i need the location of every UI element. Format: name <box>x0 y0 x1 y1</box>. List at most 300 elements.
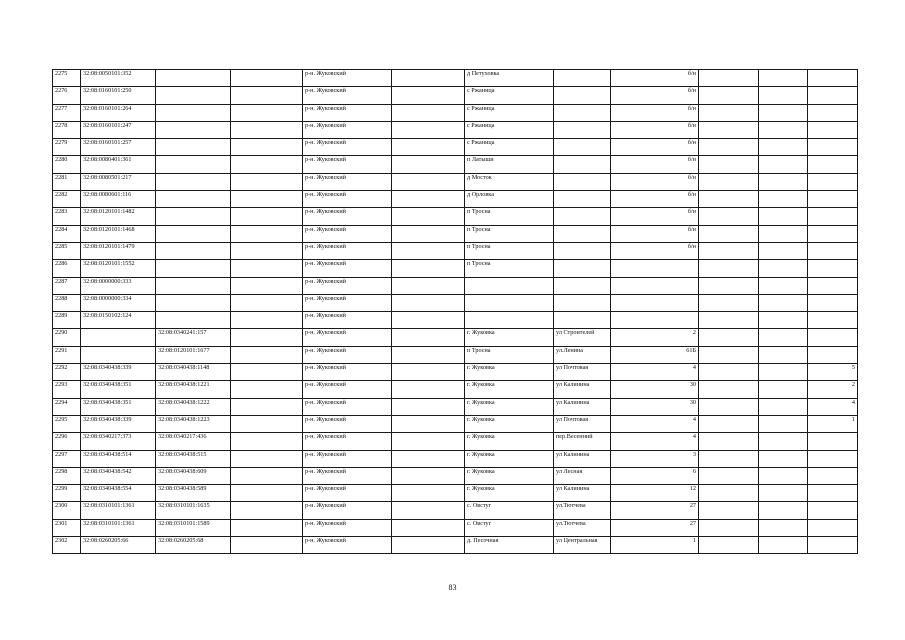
table-cell-house: 61Б <box>611 346 699 363</box>
table-cell-c10 <box>759 156 808 173</box>
table-cell-c10 <box>759 433 808 450</box>
table-cell-c5 <box>392 173 465 190</box>
table-row <box>53 294 858 311</box>
table-cell-c2 <box>156 208 231 225</box>
table-row <box>53 104 858 121</box>
table-cell-locality: г. Жуковка <box>465 381 554 398</box>
table-cell-c5 <box>392 346 465 363</box>
table-cell-c5 <box>392 260 465 277</box>
table-cell-n: 2296 <box>53 433 81 450</box>
table-cell-c2: 32:08:0340217:436 <box>156 433 231 450</box>
table-cell-c1 <box>81 346 156 363</box>
table-cell-c3 <box>231 329 303 346</box>
table-cell-c3 <box>231 519 303 536</box>
table-cell-c10 <box>759 381 808 398</box>
table-cell-c2 <box>156 242 231 259</box>
table-cell-district: р-н. Жуковский <box>303 381 392 398</box>
table-cell-c3 <box>231 450 303 467</box>
table-cell-c3 <box>231 364 303 381</box>
table-cell-district: р-н. Жуковский <box>303 139 392 156</box>
table-cell-c10 <box>759 191 808 208</box>
table-cell-c2: 32:08:0340241:157 <box>156 329 231 346</box>
table-cell-c10 <box>759 485 808 502</box>
table-row <box>53 485 858 502</box>
table-cell-n: 2301 <box>53 519 81 536</box>
table-cell-c11 <box>808 433 858 450</box>
table-cell-c1: 32:08:0340438:351 <box>81 381 156 398</box>
table-cell-c9 <box>699 433 759 450</box>
table-cell-street <box>554 173 611 190</box>
table-cell-c1: 32:08:0120101:1468 <box>81 225 156 242</box>
table-cell-c11 <box>808 156 858 173</box>
table-cell-c1: 32:08:0120101:1552 <box>81 260 156 277</box>
table-cell-c1: 32:08:0310101:1361 <box>81 502 156 519</box>
table-cell-c10 <box>759 294 808 311</box>
table-cell-house: б/н <box>611 242 699 259</box>
table-cell-c10 <box>759 173 808 190</box>
table-cell-c2: 32:08:0340438:1222 <box>156 398 231 415</box>
table-cell-n: 2281 <box>53 173 81 190</box>
table-cell-house: б/н <box>611 156 699 173</box>
table-cell-n: 2277 <box>53 104 81 121</box>
table-cell-c9 <box>699 87 759 104</box>
table-cell-district: р-н. Жуковский <box>303 70 392 87</box>
table-cell-street <box>554 104 611 121</box>
table-cell-c2: 32:08:0340438:1148 <box>156 364 231 381</box>
table-cell-c5 <box>392 191 465 208</box>
table-cell-c5 <box>392 519 465 536</box>
page-number: 83 <box>448 583 457 592</box>
table-cell-c9 <box>699 277 759 294</box>
table-row <box>53 242 858 259</box>
table-cell-district: р-н. Жуковский <box>303 398 392 415</box>
table-cell-c11 <box>808 104 858 121</box>
table-cell-house: 1 <box>611 537 699 554</box>
table-cell-c11 <box>808 173 858 190</box>
table-cell-c10 <box>759 208 808 225</box>
table-cell-c10 <box>759 398 808 415</box>
table-cell-c5 <box>392 485 465 502</box>
table-cell-n: 2290 <box>53 329 81 346</box>
table-row <box>53 139 858 156</box>
table-cell-c9 <box>699 294 759 311</box>
table-cell-c1: 32:08:0340217:373 <box>81 433 156 450</box>
table-row <box>53 191 858 208</box>
table-cell-district: р-н. Жуковский <box>303 415 392 432</box>
table-cell-n: 2287 <box>53 277 81 294</box>
table-cell-c1: 32:08:0340438:514 <box>81 450 156 467</box>
table-cell-n: 2291 <box>53 346 81 363</box>
table-cell-c10 <box>759 415 808 432</box>
table-cell-n: 2295 <box>53 415 81 432</box>
table-cell-district: р-н. Жуковский <box>303 156 392 173</box>
table-cell-street <box>554 225 611 242</box>
table-cell-house: б/н <box>611 191 699 208</box>
table-cell-c11 <box>808 70 858 87</box>
table-cell-c3 <box>231 415 303 432</box>
table-cell-locality: с. Овстуг <box>465 502 554 519</box>
table-cell-locality: г. Жуковка <box>465 433 554 450</box>
table-cell-c1: 32:08:0050101:352 <box>81 70 156 87</box>
table-cell-c10 <box>759 70 808 87</box>
table-cell-c3 <box>231 87 303 104</box>
table-cell-c1: 32:08:0000000:333 <box>81 277 156 294</box>
table-row <box>53 415 858 432</box>
table-cell-c9 <box>699 191 759 208</box>
table-cell-n: 2288 <box>53 294 81 311</box>
table-cell-c2: 32:08:0310101:1589 <box>156 519 231 536</box>
table-row <box>53 312 858 329</box>
table-cell-district: р-н. Жуковский <box>303 519 392 536</box>
table-row <box>53 519 858 536</box>
table-cell-house: 27 <box>611 502 699 519</box>
table-cell-c3 <box>231 139 303 156</box>
table-cell-c10 <box>759 260 808 277</box>
table-body <box>53 70 858 554</box>
table-cell-c3 <box>231 156 303 173</box>
table-cell-c11 <box>808 87 858 104</box>
table-cell-n: 2280 <box>53 156 81 173</box>
table-cell-c2 <box>156 156 231 173</box>
table-cell-c9 <box>699 173 759 190</box>
table-cell-n: 2279 <box>53 139 81 156</box>
table-cell-c9 <box>699 415 759 432</box>
table-cell-c2 <box>156 173 231 190</box>
table-cell-locality: д Мосток <box>465 173 554 190</box>
table-cell-locality: п Троснa <box>465 208 554 225</box>
table-cell-house: 6 <box>611 467 699 484</box>
table-cell-c10 <box>759 225 808 242</box>
table-cell-c9 <box>699 208 759 225</box>
table-cell-locality: д Петуховка <box>465 70 554 87</box>
table-cell-c9 <box>699 121 759 138</box>
table-row <box>53 173 858 190</box>
table-row <box>53 381 858 398</box>
table-cell-n: 2286 <box>53 260 81 277</box>
table-cell-street: ул Почтовая <box>554 364 611 381</box>
table-cell-house <box>611 260 699 277</box>
table-cell-c2 <box>156 312 231 329</box>
table-cell-c5 <box>392 121 465 138</box>
table-cell-street <box>554 87 611 104</box>
table-cell-c9 <box>699 502 759 519</box>
table-cell-house: 30 <box>611 381 699 398</box>
table-cell-house: б/н <box>611 121 699 138</box>
table-cell-c1: 32:08:0340438:339 <box>81 415 156 432</box>
table-cell-c9 <box>699 329 759 346</box>
table-cell-street: ул Почтовая <box>554 415 611 432</box>
table-cell-n: 2293 <box>53 381 81 398</box>
table-cell-c5 <box>392 242 465 259</box>
table-cell-c2 <box>156 70 231 87</box>
table-cell-c1: 32:08:0080601:116 <box>81 191 156 208</box>
table-cell-c5 <box>392 329 465 346</box>
table-cell-c2 <box>156 87 231 104</box>
table-cell-c11 <box>808 208 858 225</box>
table-cell-locality: с. Овстуг <box>465 519 554 536</box>
table-cell-locality <box>465 294 554 311</box>
table-cell-c11 <box>808 485 858 502</box>
table-cell-house: 2 <box>611 329 699 346</box>
table-cell-street <box>554 70 611 87</box>
table-cell-locality: д Орловка <box>465 191 554 208</box>
table-cell-c3 <box>231 502 303 519</box>
table-row <box>53 502 858 519</box>
table-cell-house <box>611 312 699 329</box>
table-cell-c9 <box>699 70 759 87</box>
table-cell-c3 <box>231 277 303 294</box>
table-cell-c2: 32:08:0120101:1677 <box>156 346 231 363</box>
table-cell-c2 <box>156 139 231 156</box>
table-cell-c11 <box>808 139 858 156</box>
table-cell-district: р-н. Жуковский <box>303 294 392 311</box>
table-cell-district: р-н. Жуковский <box>303 121 392 138</box>
table-cell-c3 <box>231 346 303 363</box>
table-cell-c3 <box>231 208 303 225</box>
table-cell-c11 <box>808 329 858 346</box>
table-cell-c11 <box>808 225 858 242</box>
table-cell-house: б/н <box>611 173 699 190</box>
table-cell-c2 <box>156 121 231 138</box>
table-cell-c3 <box>231 260 303 277</box>
table-cell-c3 <box>231 173 303 190</box>
table-cell-c11 <box>808 277 858 294</box>
table-cell-c1: 32:08:0160101:257 <box>81 139 156 156</box>
table-row <box>53 156 858 173</box>
table-cell-c2 <box>156 225 231 242</box>
table-cell-c5 <box>392 415 465 432</box>
table-cell-locality <box>465 312 554 329</box>
table-cell-c10 <box>759 519 808 536</box>
table-cell-house: б/н <box>611 70 699 87</box>
table-cell-c1 <box>81 329 156 346</box>
table-cell-street <box>554 121 611 138</box>
table-row <box>53 537 858 554</box>
table-cell-house: 3 <box>611 450 699 467</box>
table-cell-district: р-н. Жуковский <box>303 312 392 329</box>
table-cell-c1: 32:08:0000000:334 <box>81 294 156 311</box>
table-row <box>53 346 858 363</box>
table-cell-street <box>554 242 611 259</box>
table-cell-n: 2292 <box>53 364 81 381</box>
table-cell-c11: 4 <box>808 398 858 415</box>
table-cell-district: р-н. Жуковский <box>303 191 392 208</box>
table-cell-c2: 32:08:0340438:589 <box>156 485 231 502</box>
table-cell-c3 <box>231 121 303 138</box>
table-row <box>53 277 858 294</box>
table-cell-c1: 32:08:0150102:124 <box>81 312 156 329</box>
table-cell-district: р-н. Жуковский <box>303 173 392 190</box>
table-cell-c11 <box>808 537 858 554</box>
table-cell-c9 <box>699 467 759 484</box>
table-cell-locality: г. Жуковка <box>465 485 554 502</box>
table-cell-c5 <box>392 398 465 415</box>
table-cell-street: ул Строителей <box>554 329 611 346</box>
table-cell-c5 <box>392 294 465 311</box>
table-cell-c5 <box>392 70 465 87</box>
table-cell-c9 <box>699 156 759 173</box>
table-row <box>53 364 858 381</box>
table-cell-street <box>554 312 611 329</box>
table-cell-c11 <box>808 502 858 519</box>
table-cell-c10 <box>759 329 808 346</box>
table-cell-c1: 32:08:0080501:217 <box>81 173 156 190</box>
table-cell-house <box>611 277 699 294</box>
table-cell-street <box>554 191 611 208</box>
table-cell-c2 <box>156 191 231 208</box>
table-cell-c9 <box>699 398 759 415</box>
table-cell-street <box>554 277 611 294</box>
table-cell-locality: г. Жуковка <box>465 467 554 484</box>
table-cell-c11 <box>808 294 858 311</box>
table-cell-street <box>554 294 611 311</box>
table-cell-c5 <box>392 381 465 398</box>
table-cell-c3 <box>231 537 303 554</box>
table-cell-c9 <box>699 312 759 329</box>
table-cell-c1: 32:08:0120101:1482 <box>81 208 156 225</box>
table-cell-c3 <box>231 294 303 311</box>
table-cell-locality: г. Жуковка <box>465 364 554 381</box>
table-cell-n: 2283 <box>53 208 81 225</box>
table-cell-street: ул Калинина <box>554 485 611 502</box>
table-cell-c1: 32:08:0120101:1479 <box>81 242 156 259</box>
table-cell-c9 <box>699 225 759 242</box>
table-cell-c10 <box>759 467 808 484</box>
table-cell-locality: д. Песочная <box>465 537 554 554</box>
table-cell-c10 <box>759 277 808 294</box>
property-registry-table <box>52 69 858 554</box>
table-cell-house: б/н <box>611 104 699 121</box>
table-cell-house: 12 <box>611 485 699 502</box>
table-cell-street: ул Калинина <box>554 398 611 415</box>
table-cell-c10 <box>759 121 808 138</box>
table-cell-c11: 1 <box>808 415 858 432</box>
table-row <box>53 87 858 104</box>
table-cell-c3 <box>231 225 303 242</box>
table-cell-c5 <box>392 502 465 519</box>
table-cell-c10 <box>759 450 808 467</box>
table-cell-street: ул Центральная <box>554 537 611 554</box>
table-cell-locality: п Троснa <box>465 346 554 363</box>
table-cell-c3 <box>231 381 303 398</box>
table-cell-c11 <box>808 519 858 536</box>
table-cell-c10 <box>759 312 808 329</box>
table-cell-c5 <box>392 208 465 225</box>
table-cell-district: р-н. Жуковский <box>303 537 392 554</box>
table-cell-locality: г. Жуковка <box>465 329 554 346</box>
table-cell-house: 4 <box>611 415 699 432</box>
table-cell-district: р-н. Жуковский <box>303 433 392 450</box>
table-cell-c9 <box>699 260 759 277</box>
table-cell-n: 2275 <box>53 70 81 87</box>
table-cell-house: 27 <box>611 519 699 536</box>
table-cell-n: 2300 <box>53 502 81 519</box>
table-cell-c5 <box>392 364 465 381</box>
table-cell-c3 <box>231 485 303 502</box>
table-cell-c11 <box>808 467 858 484</box>
table-cell-street: ул.Ленина <box>554 346 611 363</box>
table-cell-district: р-н. Жуковский <box>303 450 392 467</box>
table-cell-c2 <box>156 260 231 277</box>
table-cell-locality: г. Жуковка <box>465 398 554 415</box>
table-cell-district: р-н. Жуковский <box>303 208 392 225</box>
table-cell-locality: с Ржаница <box>465 121 554 138</box>
table-cell-locality: п Латыши <box>465 156 554 173</box>
table-cell-locality: с Ржаница <box>465 139 554 156</box>
table-cell-c5 <box>392 467 465 484</box>
table-cell-c11 <box>808 346 858 363</box>
table-cell-c9 <box>699 104 759 121</box>
table-cell-c2: 32:08:0340438:1223 <box>156 415 231 432</box>
table-cell-c3 <box>231 398 303 415</box>
table-cell-district: р-н. Жуковский <box>303 467 392 484</box>
table-cell-street: ул Калинина <box>554 450 611 467</box>
table-cell-house: 30 <box>611 398 699 415</box>
table-cell-locality <box>465 277 554 294</box>
table-cell-c2 <box>156 277 231 294</box>
table-cell-n: 2289 <box>53 312 81 329</box>
table-cell-c9 <box>699 346 759 363</box>
table-cell-house: б/н <box>611 139 699 156</box>
table-cell-c10 <box>759 87 808 104</box>
table-cell-locality: с Ржаница <box>465 87 554 104</box>
table-cell-c3 <box>231 242 303 259</box>
table-cell-c3 <box>231 433 303 450</box>
table-cell-c9 <box>699 381 759 398</box>
table-cell-c11 <box>808 450 858 467</box>
table-cell-c1: 32:08:0160101:247 <box>81 121 156 138</box>
table-cell-c9 <box>699 537 759 554</box>
table-cell-c9 <box>699 485 759 502</box>
table-cell-c3 <box>231 70 303 87</box>
table-cell-c5 <box>392 312 465 329</box>
table-cell-c1: 32:08:0340438:554 <box>81 485 156 502</box>
table-cell-district: р-н. Жуковский <box>303 260 392 277</box>
table-cell-c9 <box>699 139 759 156</box>
table-row <box>53 398 858 415</box>
table-cell-c11: 5 <box>808 364 858 381</box>
table-cell-c9 <box>699 519 759 536</box>
table-cell-c2 <box>156 294 231 311</box>
table-cell-c5 <box>392 433 465 450</box>
table-cell-street: ул.Тютчева <box>554 502 611 519</box>
table-cell-street: ул.Тютчева <box>554 519 611 536</box>
table-cell-district: р-н. Жуковский <box>303 502 392 519</box>
table-cell-c5 <box>392 537 465 554</box>
table-cell-locality: с Ржаница <box>465 104 554 121</box>
table-cell-c1: 32:08:0160101:250 <box>81 87 156 104</box>
table-cell-street: ул Лесная <box>554 467 611 484</box>
table-cell-n: 2302 <box>53 537 81 554</box>
table-cell-house: 4 <box>611 364 699 381</box>
table-cell-c5 <box>392 277 465 294</box>
table-cell-district: р-н. Жуковский <box>303 277 392 294</box>
table-row <box>53 208 858 225</box>
table-row <box>53 450 858 467</box>
table-row <box>53 329 858 346</box>
table-cell-n: 2297 <box>53 450 81 467</box>
table-cell-c3 <box>231 191 303 208</box>
table-cell-locality: п Троснa <box>465 242 554 259</box>
table-cell-house: 4 <box>611 433 699 450</box>
table-cell-c1: 32:08:0160101:264 <box>81 104 156 121</box>
table-cell-c5 <box>392 104 465 121</box>
table-cell-c5 <box>392 87 465 104</box>
table-cell-locality: п Троснa <box>465 260 554 277</box>
table-cell-n: 2276 <box>53 87 81 104</box>
table-cell-c1: 32:08:0310101:1361 <box>81 519 156 536</box>
table-cell-c2: 32:08:0310101:1635 <box>156 502 231 519</box>
